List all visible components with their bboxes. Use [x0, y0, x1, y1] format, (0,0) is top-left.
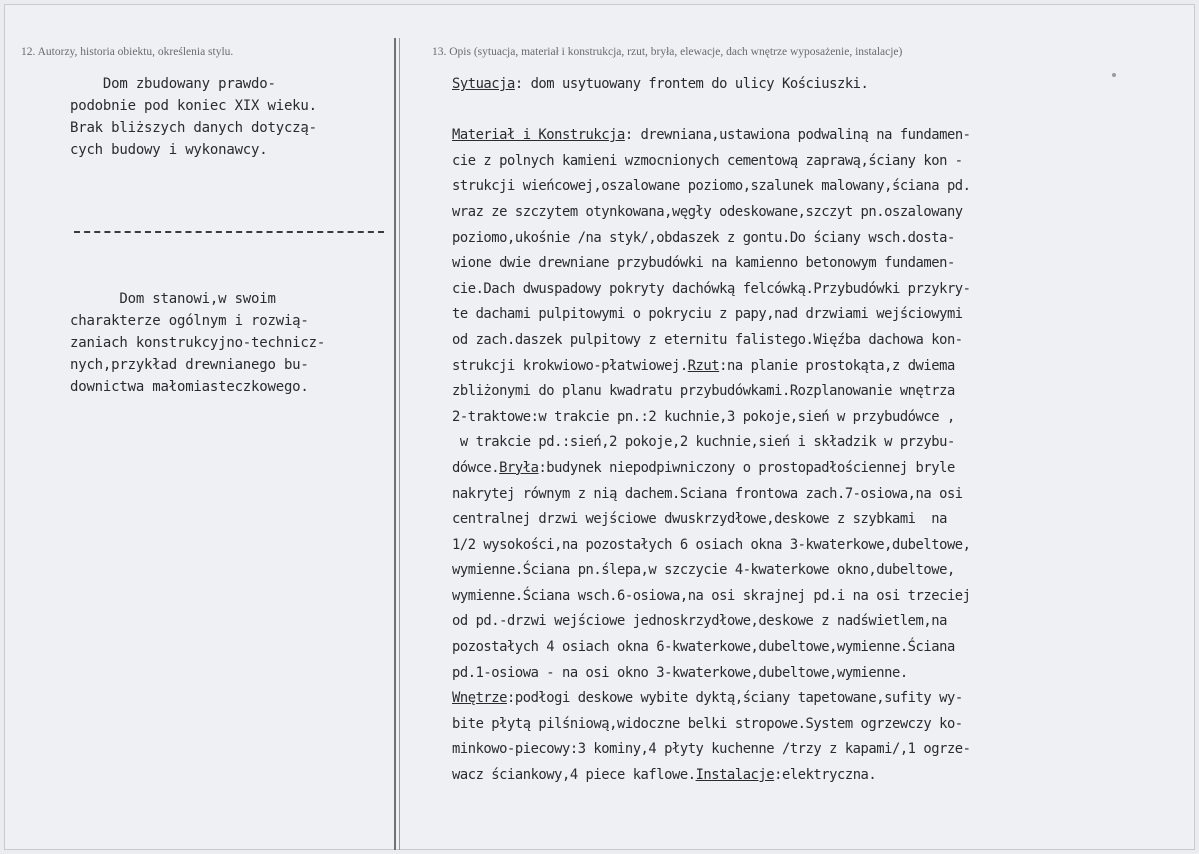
description-line [452, 507, 1192, 533]
column-divider-inner [399, 38, 400, 850]
section-label: Bryła [499, 459, 539, 476]
line-text: cie z polnych kamieni wzmocnionych cementową zaprawą,ściany kon - [452, 152, 963, 169]
text-line: zaniach konstrukcyjno-technicz- [70, 335, 326, 351]
description-line [452, 123, 1192, 149]
field-12-header: 12. Autorzy, historia obiektu, określenia stylu. [21, 46, 234, 58]
description-line [452, 558, 1192, 584]
line-text: pozostałych 4 osiach okna 6-kwaterkowe,dubeltowe,wymienne.Ściana [452, 639, 955, 656]
line-text: wymienne.Ściana pn.ślepa,w szczycie 4-kwaterkowe okno,dubeltowe, [452, 562, 955, 579]
line-text: w trakcie pd.:sień,2 pokoje,2 kuchnie,sień i składzik w przybu- [452, 434, 955, 451]
line-text [452, 102, 460, 118]
description-line [452, 712, 1192, 738]
style-assessment-text [70, 288, 390, 398]
line-text: cie.Dach dwuspadowy pokryty dachówką felcówką.Przybudówki przykry- [452, 280, 971, 297]
description-line [452, 635, 1192, 661]
text-line: charakterze ogólnym i rozwią- [70, 313, 309, 329]
section-label: Materiał i Konstrukcja [452, 127, 625, 144]
description-line [452, 456, 1192, 482]
description-line [452, 584, 1192, 610]
description-line [452, 533, 1192, 559]
description-line [452, 98, 1192, 124]
line-text: poziomo,ukośnie /na styk/,obdaszek z gontu.Do ściany wsch.dosta- [452, 229, 955, 246]
text-line: cych budowy i wykonawcy. [70, 142, 268, 158]
line-text: :budynek niepodpiwniczony o prostopadłościennej bryle [538, 459, 955, 476]
description-line [452, 430, 1192, 456]
line-text: centralnej drzwi wejściowe dwuskrzydłowe,deskowe z szybkami na [452, 511, 947, 528]
description-line [452, 661, 1192, 687]
line-text: 1/2 wysokości,na pozostałych 6 osiach okna 3-kwaterkowe,dubeltowe, [452, 536, 971, 553]
line-text: wymienne.Ściana wsch.6-osiowa,na osi skrajnej pd.i na osi trzeciej [452, 587, 971, 604]
line-text: :elektryczna. [774, 767, 877, 784]
description-line [452, 737, 1192, 763]
description-line [452, 200, 1192, 226]
section-label: Wnętrze [452, 690, 507, 707]
text-line: Dom zbudowany prawdo- [70, 76, 276, 92]
line-text: minkowo-piecowy:3 kominy,4 płyty kuchenne /trzy z kapami/,1 ogrze- [452, 741, 971, 758]
line-text: 2-traktowe:w trakcie pn.:2 kuchnie,3 pokoje,sień w przybudówce , [452, 408, 955, 425]
line-text: : drewniana,ustawiona podwaliną na fundamen- [624, 127, 971, 144]
line-text: od pd.-drzwi wejściowe jednoskrzydłowe,deskowe z nadświetlem,na [452, 613, 947, 630]
description-line [452, 302, 1192, 328]
field-13-header: 13. Opis (sytuacja, materiał i konstrukcja, rzut, bryła, elewacje, dach wnętrze wyposażenie, instalacje) [432, 46, 903, 58]
section-label: Instalacje [695, 767, 775, 784]
line-text: nakrytej równym z nią dachem.Sciana frontowa zach.7-osiowa,na osi [452, 485, 963, 502]
line-text: zbliżonymi do planu kwadratu przybudówkami.Rozplanowanie wnętrza [452, 383, 955, 400]
text-line: nych,przykład drewnianego bu- [70, 357, 309, 373]
description-line [452, 328, 1192, 354]
text-line: Dom stanowi,w swoim [70, 291, 276, 307]
authors-history-text [70, 73, 390, 161]
description-line [452, 405, 1192, 431]
line-text: strukcji wieńcowej,oszalowane poziomo,szalunek malowany,ściana pd. [452, 178, 971, 195]
line-text: wraz ze szczytem otynkowana,węgły odeskowane,szczyt pn.oszalowany [452, 203, 963, 220]
line-text: bite płytą pilśniową,widoczne belki stropowe.System ogrzewczy ko- [452, 715, 963, 732]
description-line [452, 482, 1192, 508]
description-line [452, 277, 1192, 303]
description-line [452, 72, 1192, 98]
text-line: downictwa małomiasteczkowego. [70, 379, 309, 395]
column-divider [394, 38, 396, 850]
text-line: Brak bliższych danych dotyczą- [70, 120, 317, 136]
line-text: :na planie prostokąta,z dwiema [719, 357, 955, 374]
section-label: Rzut [687, 357, 720, 374]
description-line [452, 251, 1192, 277]
line-text: te dachami pulpitowymi o pokryciu z papy,nad drzwiami wejściowymi [452, 306, 963, 323]
description-line [452, 686, 1192, 712]
line-text: od zach.daszek pulpitowy z eternitu falistego.Więźba dachowa kon- [452, 331, 963, 348]
line-text: : dom usytuowany frontem do ulicy Kościuszki. [514, 76, 869, 92]
line-text: wione dwie drewniane przybudówki na kamienno betonowym fundamen- [452, 255, 955, 272]
description-line [452, 354, 1192, 380]
line-text: :podłogi deskowe wybite dyktą,ściany tapetowane,sufity wy- [507, 690, 963, 707]
section-label: Sytuacja [452, 76, 515, 92]
dashed-separator [74, 231, 384, 233]
description-line [452, 149, 1192, 175]
line-text: dówce. [452, 459, 500, 476]
description-line [452, 174, 1192, 200]
description-line [452, 226, 1192, 252]
line-text: wacz ściankowy,4 piece kaflowe. [452, 767, 696, 784]
description-line [452, 379, 1192, 405]
paper-mark [1112, 73, 1116, 77]
line-text: pd.1-osiowa - na osi okno 3-kwaterkowe,dubeltowe,wymienne. [452, 664, 908, 681]
description-line [452, 763, 1192, 789]
text-line: podobnie pod koniec XIX wieku. [70, 98, 317, 114]
description-text [452, 72, 1192, 789]
description-line [452, 609, 1192, 635]
line-text: strukcji krokwiowo-płatwiowej. [452, 357, 688, 374]
